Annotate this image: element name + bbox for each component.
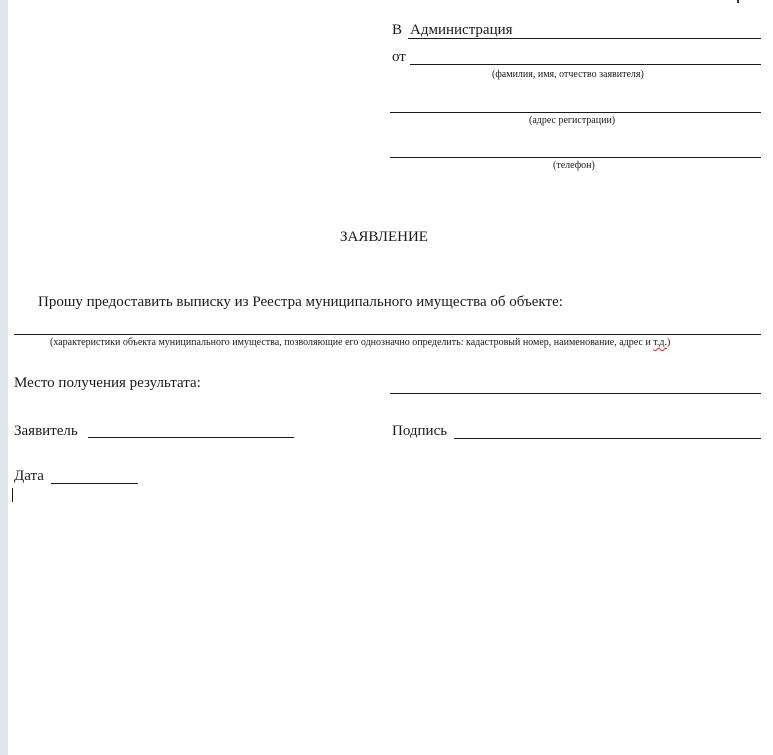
fio-caption: (фамилия, имя, отчество заявителя): [492, 69, 644, 80]
applicant-label: Заявитель: [14, 423, 78, 439]
date-label: Дата: [14, 468, 44, 484]
phone-caption: (телефон): [553, 160, 595, 171]
document-page[interactable]: [8, 0, 773, 755]
to-prefix: В: [392, 22, 403, 38]
object-caption: (характеристики объекта муниципального имущества, позволяющие его однозначно определить: кадастровый номер, наименование, адрес и т.д.): [50, 337, 671, 348]
from-prefix: от: [392, 49, 406, 65]
address-line[interactable]: [390, 112, 761, 113]
to-value[interactable]: Администрация: [410, 22, 513, 38]
applicant-line[interactable]: [88, 437, 294, 438]
signature-label: Подпись: [392, 423, 448, 439]
signature-line[interactable]: [454, 438, 761, 439]
date-line[interactable]: [51, 483, 138, 484]
fio-line[interactable]: [410, 64, 761, 65]
address-caption: (адрес регистрации): [529, 115, 616, 126]
page-corner-mark: [737, 0, 739, 3]
result-place-label: Место получения результата:: [14, 375, 201, 391]
to-line[interactable]: [408, 38, 761, 39]
result-place-line[interactable]: [390, 393, 761, 394]
object-line[interactable]: [14, 334, 761, 335]
request-text: Прошу предоставить выписку из Реестра муниципального имущества об объекте:: [38, 294, 563, 310]
text-cursor: [12, 488, 13, 502]
document-title: ЗАЯВЛЕНИЕ: [340, 229, 428, 245]
phone-line[interactable]: [390, 157, 761, 158]
